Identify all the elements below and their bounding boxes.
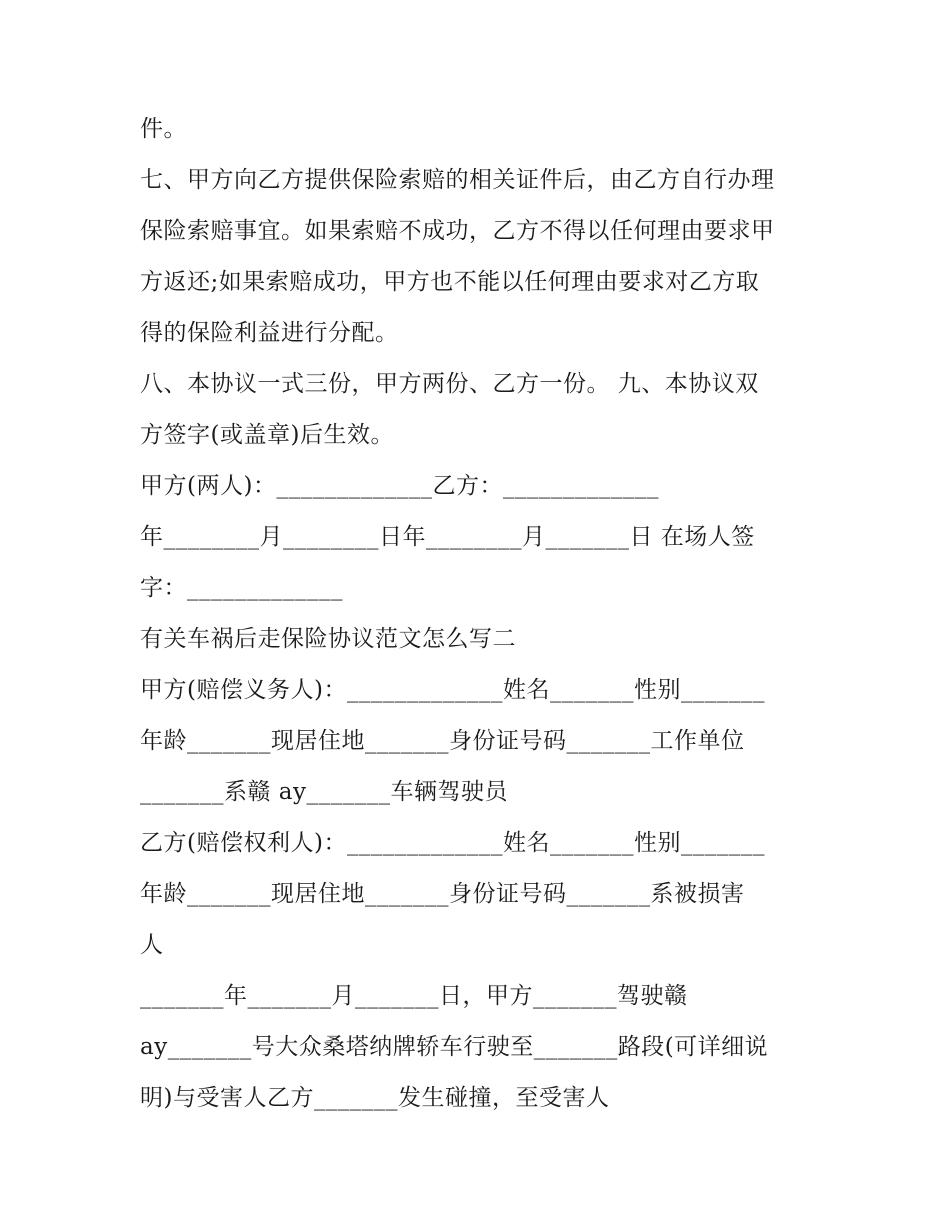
text-line: 乙方(赔偿权利人)：_____________姓名_______性别_______ xyxy=(140,830,765,856)
text-line: ay_______号大众桑塔纳牌轿车行驶至_______路段(可详细说 xyxy=(140,1034,769,1060)
text-line: 字：_____________ xyxy=(140,575,343,601)
text-line: 得的保险利益进行分配。 xyxy=(140,320,399,346)
text-line: 甲方(赔偿义务人)：_____________姓名_______性别_______ xyxy=(140,677,765,703)
text-line: 方签字(或盖章)后生效。 xyxy=(140,422,394,448)
section-heading: 有关车祸后走保险协议范文怎么写二 xyxy=(140,626,516,652)
text-line: 保险索赔事宜。如果索赔不成功，乙方不得以任何理由要求甲 xyxy=(140,218,775,244)
text-line: 明)与受害人乙方_______发生碰撞，至受害人 xyxy=(140,1085,610,1111)
text-line: 件。 xyxy=(140,116,187,142)
text-line: 八、本协议一式三份，甲方两份、乙方一份。 九、本协议双 xyxy=(140,371,759,397)
text-line: 甲方(两人)：_____________乙方：_____________ xyxy=(140,473,659,499)
text-line: 七、甲方向乙方提供保险索赔的相关证件后，由乙方自行办理 xyxy=(140,167,775,193)
text-line: 人 xyxy=(140,932,164,958)
text-line: 年________月________日年________月_______日 在场人签 xyxy=(140,524,755,550)
text-line: _______系赣 ay_______车辆驾驶员 xyxy=(140,779,509,805)
text-line: 方返还;如果索赔成功，甲方也不能以任何理由要求对乙方取 xyxy=(140,269,760,295)
text-line: 年龄_______现居住地_______身份证号码_______工作单位 xyxy=(140,728,745,754)
text-line: _______年_______月_______日，甲方_______驾驶赣 xyxy=(140,983,688,1009)
text-line: 年龄_______现居住地_______身份证号码_______系被损害 xyxy=(140,881,745,907)
